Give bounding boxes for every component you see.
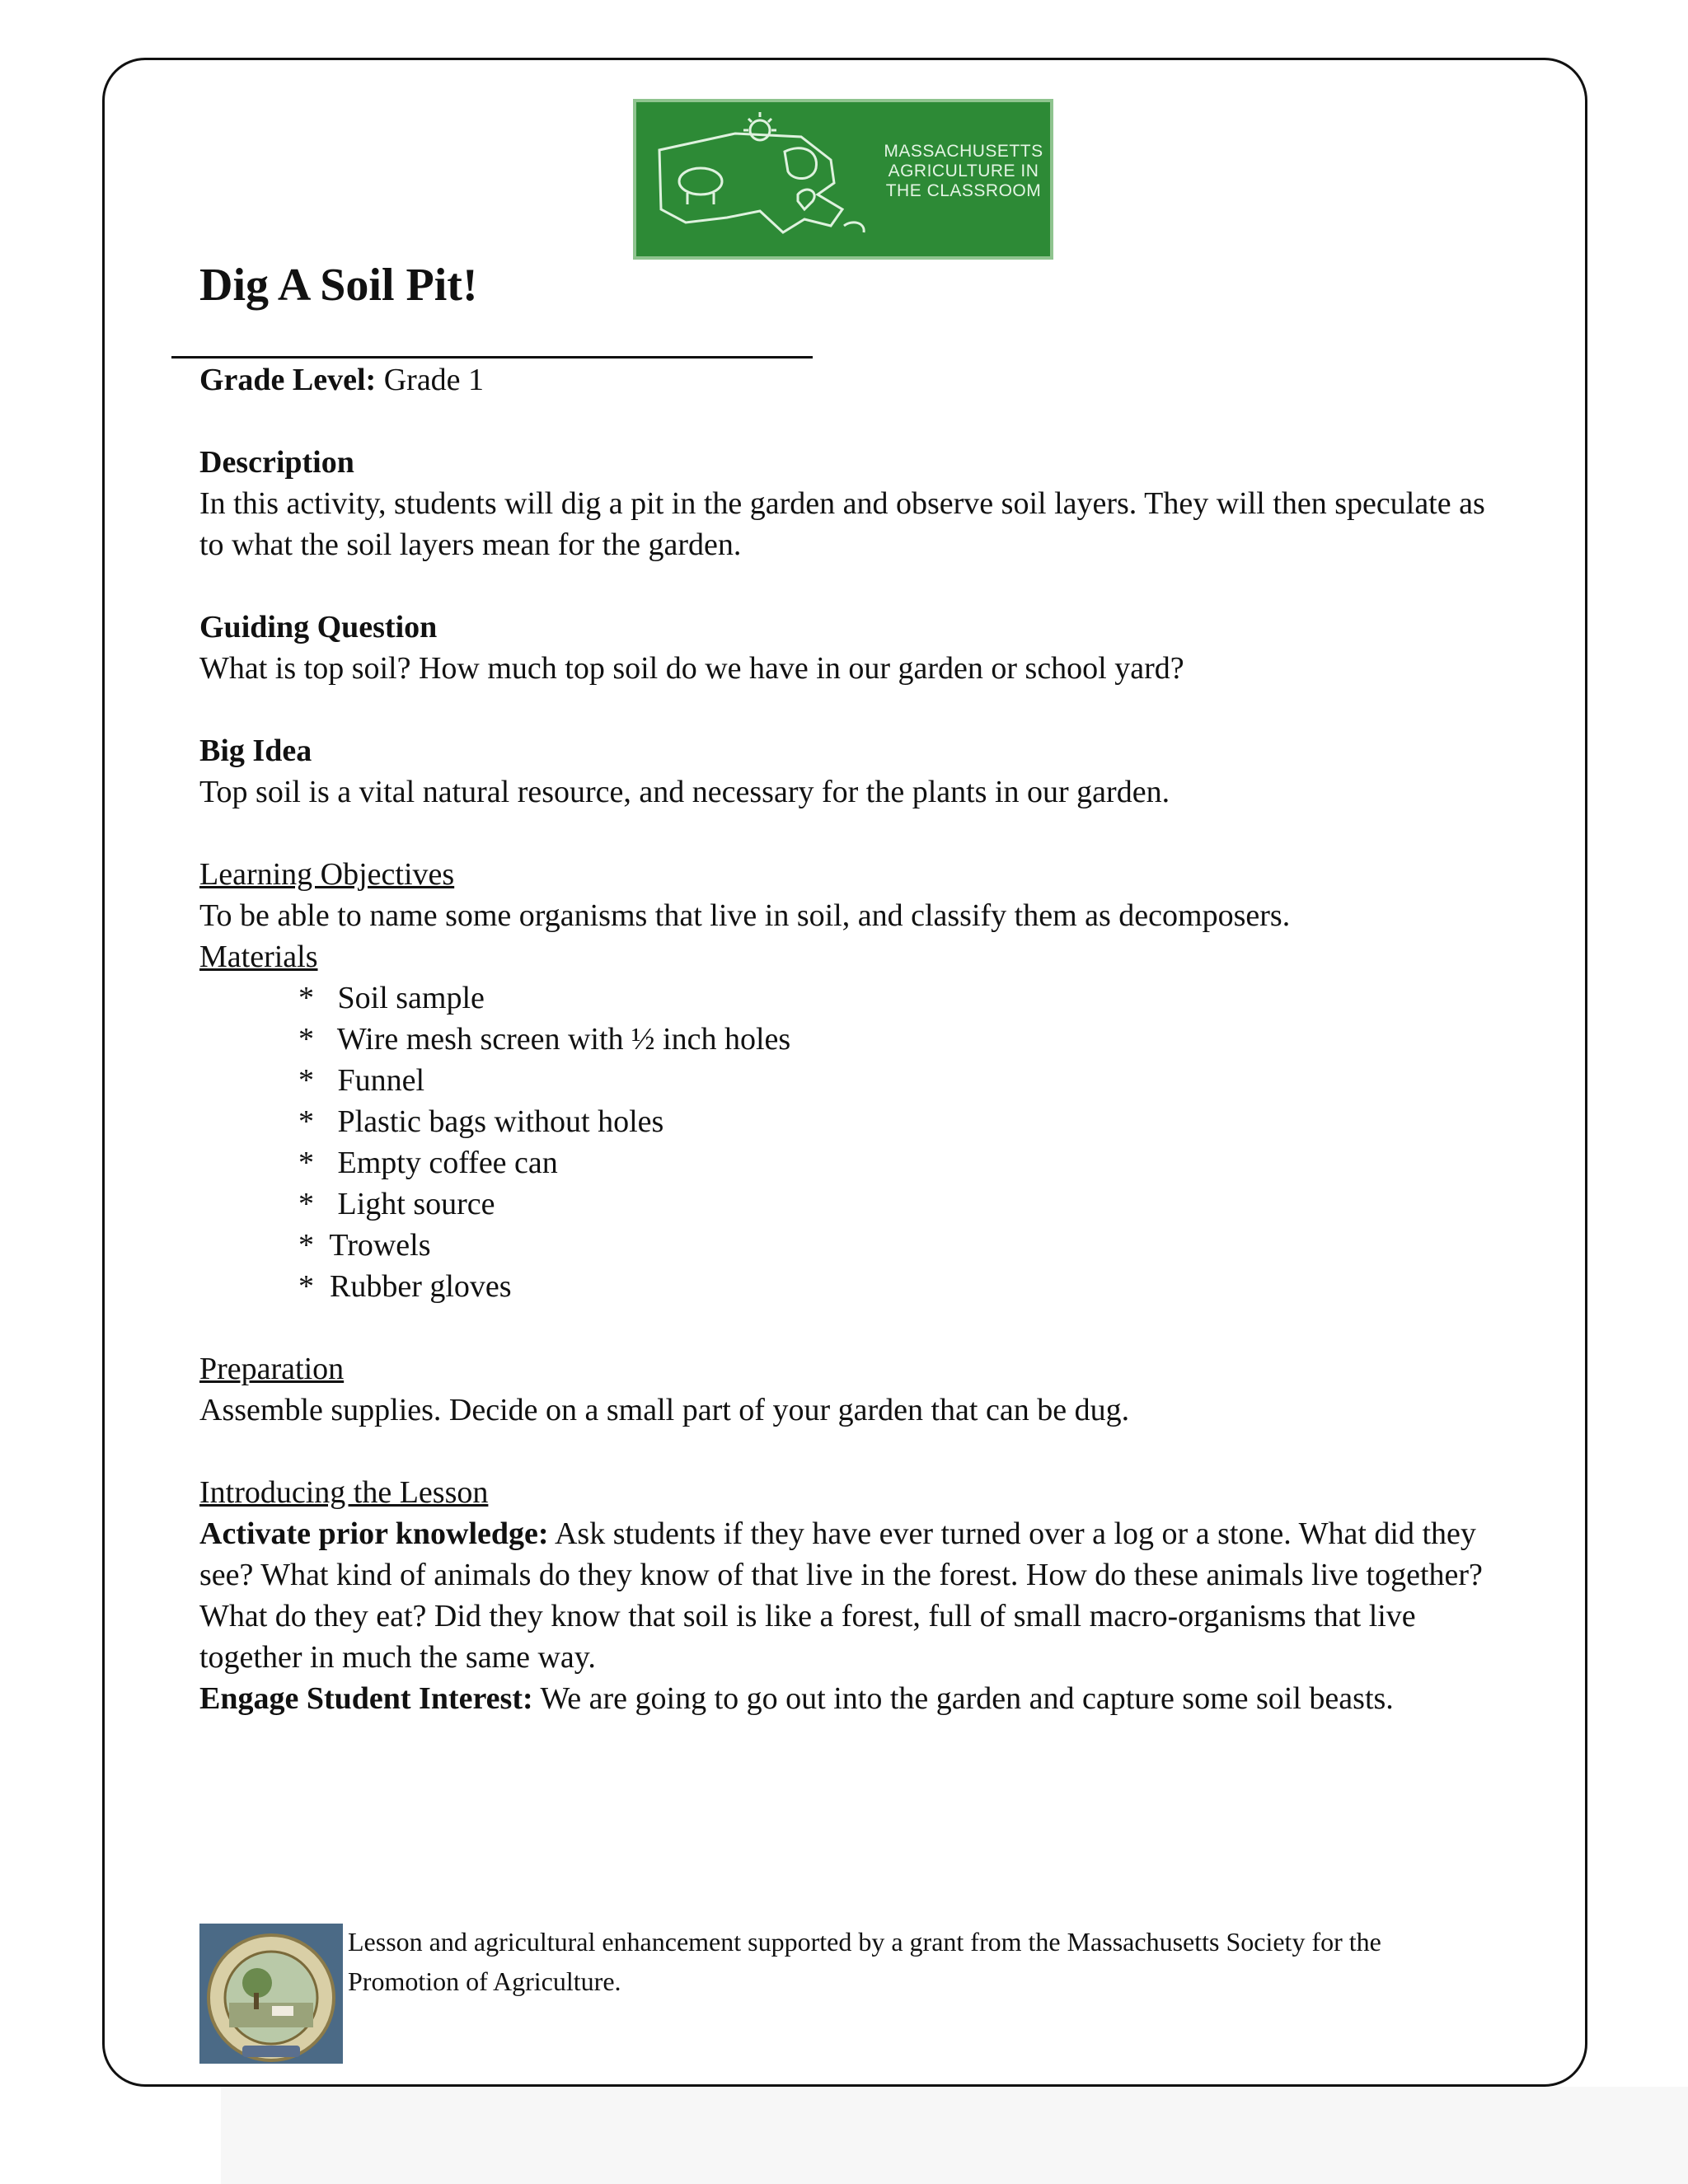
- big-idea-text: Top soil is a vital natural resource, and necessary for the plants in our garden.: [199, 775, 1170, 809]
- list-item: * Plastic bags without holes: [298, 1104, 664, 1139]
- activate-prior-knowledge: [199, 1513, 1510, 1678]
- list-item: * Rubber gloves: [298, 1269, 512, 1304]
- masssachusetts-aitc-logo: [633, 99, 1053, 260]
- grade-label: Grade Level:: [199, 363, 377, 397]
- materials-list: [199, 977, 1510, 1307]
- guiding-question-heading: Guiding Question: [199, 610, 438, 644]
- footer-grant-text: Lesson and agricultural enhancement supported by a grant from the Massachusetts Society for the Promotion of Agriculture.: [348, 1927, 1381, 1996]
- list-item: * Soil sample: [298, 981, 485, 1015]
- engage-label: Engage Student Interest:: [199, 1681, 533, 1716]
- guiding-question-text: What is top soil? How much top soil do we have in our garden or school yard?: [199, 651, 1184, 686]
- description-text: In this activity, students will dig a pit in the garden and observe soil layers. They will then speculate as to what the soil layers mean for the garden.: [199, 486, 1485, 562]
- materials-heading: Materials: [199, 940, 318, 974]
- page-shadow: [221, 2087, 1688, 2184]
- list-item: * Light source: [298, 1187, 495, 1221]
- lesson-content: [199, 359, 1510, 1719]
- introducing-heading: Introducing the Lesson: [199, 1475, 489, 1510]
- learning-objectives-heading: Learning Objectives: [199, 857, 455, 892]
- society-seal-image: [199, 1924, 343, 2064]
- logo-text: MASSACHUSETTS AGRICULTURE IN THE CLASSROOM: [884, 142, 1043, 200]
- list-item: * Wire mesh screen with ½ inch holes: [298, 1022, 791, 1057]
- list-item: * Funnel: [298, 1063, 425, 1098]
- title-divider: [171, 356, 813, 359]
- preparation-heading: Preparation: [199, 1352, 345, 1386]
- description-heading: Description: [199, 445, 354, 480]
- page-title: Dig A Soil Pit!: [199, 260, 478, 311]
- learning-objectives-text: To be able to name some organisms that live in soil, and classify them as decomposers.: [199, 898, 1291, 933]
- grade-value: Grade 1: [383, 363, 485, 397]
- engage-text: We are going to go out into the garden and capture some soil beasts.: [532, 1681, 1394, 1716]
- activate-text: Ask students if they have ever turned over a log or a stone. What did they see? What kind of animals do they know of that live in the forest. How do these animals live together? What do they eat? Did they know that soil is like a forest, full of small macro-organisms that live together in much the same way.: [199, 1516, 1483, 1675]
- big-idea-heading: Big Idea: [199, 733, 312, 768]
- seal-illustration: [199, 1924, 343, 2064]
- preparation-text: Assemble supplies. Decide on a small part of your garden that can be dug.: [199, 1393, 1130, 1427]
- list-item: * Empty coffee can: [298, 1146, 558, 1180]
- grade-level: [199, 359, 1510, 401]
- activate-label: Activate prior knowledge:: [199, 1516, 549, 1551]
- engage-student-interest: [199, 1678, 1510, 1719]
- list-item: * Trowels: [298, 1228, 431, 1263]
